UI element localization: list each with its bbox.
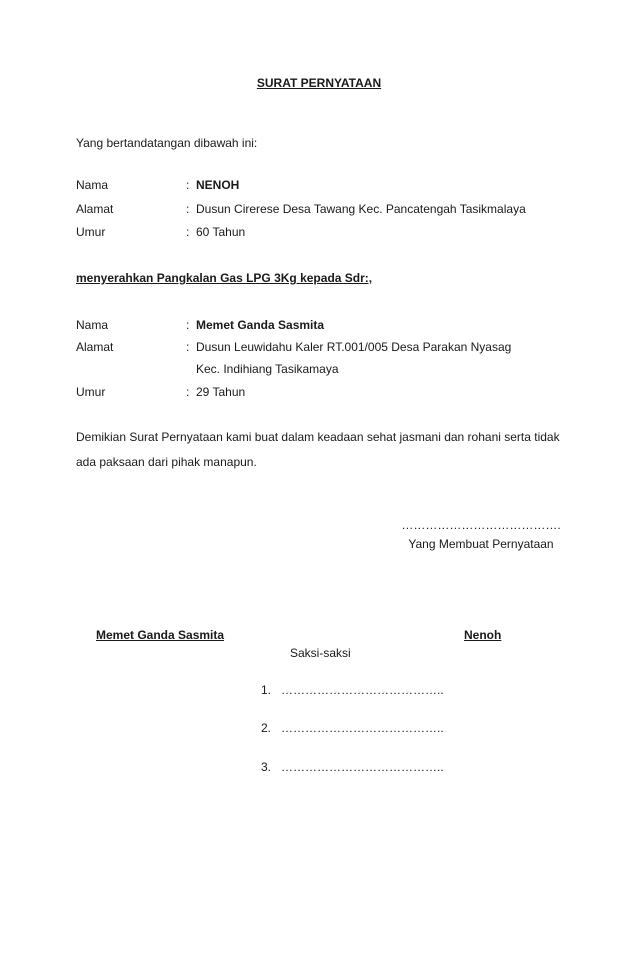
party2-address-value: Dusun Leuwidahu Kaler RT.001/005 Desa Parakan Nyasag: [196, 340, 512, 354]
party1-age-label: Umur: [76, 225, 106, 239]
party1-address-value: Dusun Cirerese Desa Tawang Kec. Pancatengah Tasikmalaya: [196, 202, 526, 216]
document-title: SURAT PERNYATAAN: [256, 76, 382, 90]
colon: :: [186, 202, 190, 216]
party2-address-row: [186, 340, 511, 354]
party1-name-value: NENOH: [196, 178, 240, 192]
colon: :: [186, 340, 190, 354]
witness-signature-line: …………………………………..: [281, 721, 444, 735]
party1-name-label: Nama: [76, 178, 109, 192]
party2-address-line2: Kec. Indihiang Tasikamaya: [196, 362, 339, 376]
party1-address-row: [186, 202, 526, 216]
party2-name-row: [186, 318, 324, 332]
intro-text: Yang bertandatangan dibawah ini:: [76, 136, 258, 150]
witness-signature-line: …………………………………..: [281, 683, 444, 697]
colon: :: [186, 225, 190, 239]
colon: :: [186, 318, 190, 332]
handover-statement: menyerahkan Pangkalan Gas LPG 3Kg kepada Sdr:,: [76, 271, 373, 285]
colon: :: [186, 178, 190, 192]
witness-item: [261, 683, 444, 697]
party2-age-row: [186, 385, 245, 399]
maker-label: Yang Membuat Pernyataan: [408, 537, 554, 551]
party1-address-label: Alamat: [76, 202, 114, 216]
colon: :: [186, 385, 190, 399]
signature-left-name: Memet Ganda Sasmita: [96, 628, 225, 642]
party1-age-value: 60 Tahun: [196, 225, 246, 239]
witness-number: 3.: [261, 760, 272, 774]
closing-paragraph: Demikian Surat Pernyataan kami buat dalam keadaan sehat jasmani dan rohani serta tidak ada paksaan dari pihak manapun.: [76, 430, 560, 469]
party1-age-row: [186, 225, 245, 239]
party2-age-value: 29 Tahun: [196, 385, 246, 399]
signature-right-name: Nenoh: [464, 628, 502, 642]
witness-number: 2.: [261, 721, 272, 735]
party2-age-label: Umur: [76, 385, 106, 399]
witness-number: 1.: [261, 683, 272, 697]
party2-address-label: Alamat: [76, 340, 114, 354]
witness-signature-line: …………………………………..: [281, 760, 444, 774]
witness-item: [261, 721, 444, 735]
party2-name-value: Memet Ganda Sasmita: [196, 318, 325, 332]
party2-name-label: Nama: [76, 318, 109, 332]
place-date-line: ………………………………….: [401, 518, 561, 532]
witness-item: [261, 760, 444, 774]
witnesses-heading: Saksi-saksi: [290, 646, 351, 660]
party1-name-row: [186, 178, 239, 192]
